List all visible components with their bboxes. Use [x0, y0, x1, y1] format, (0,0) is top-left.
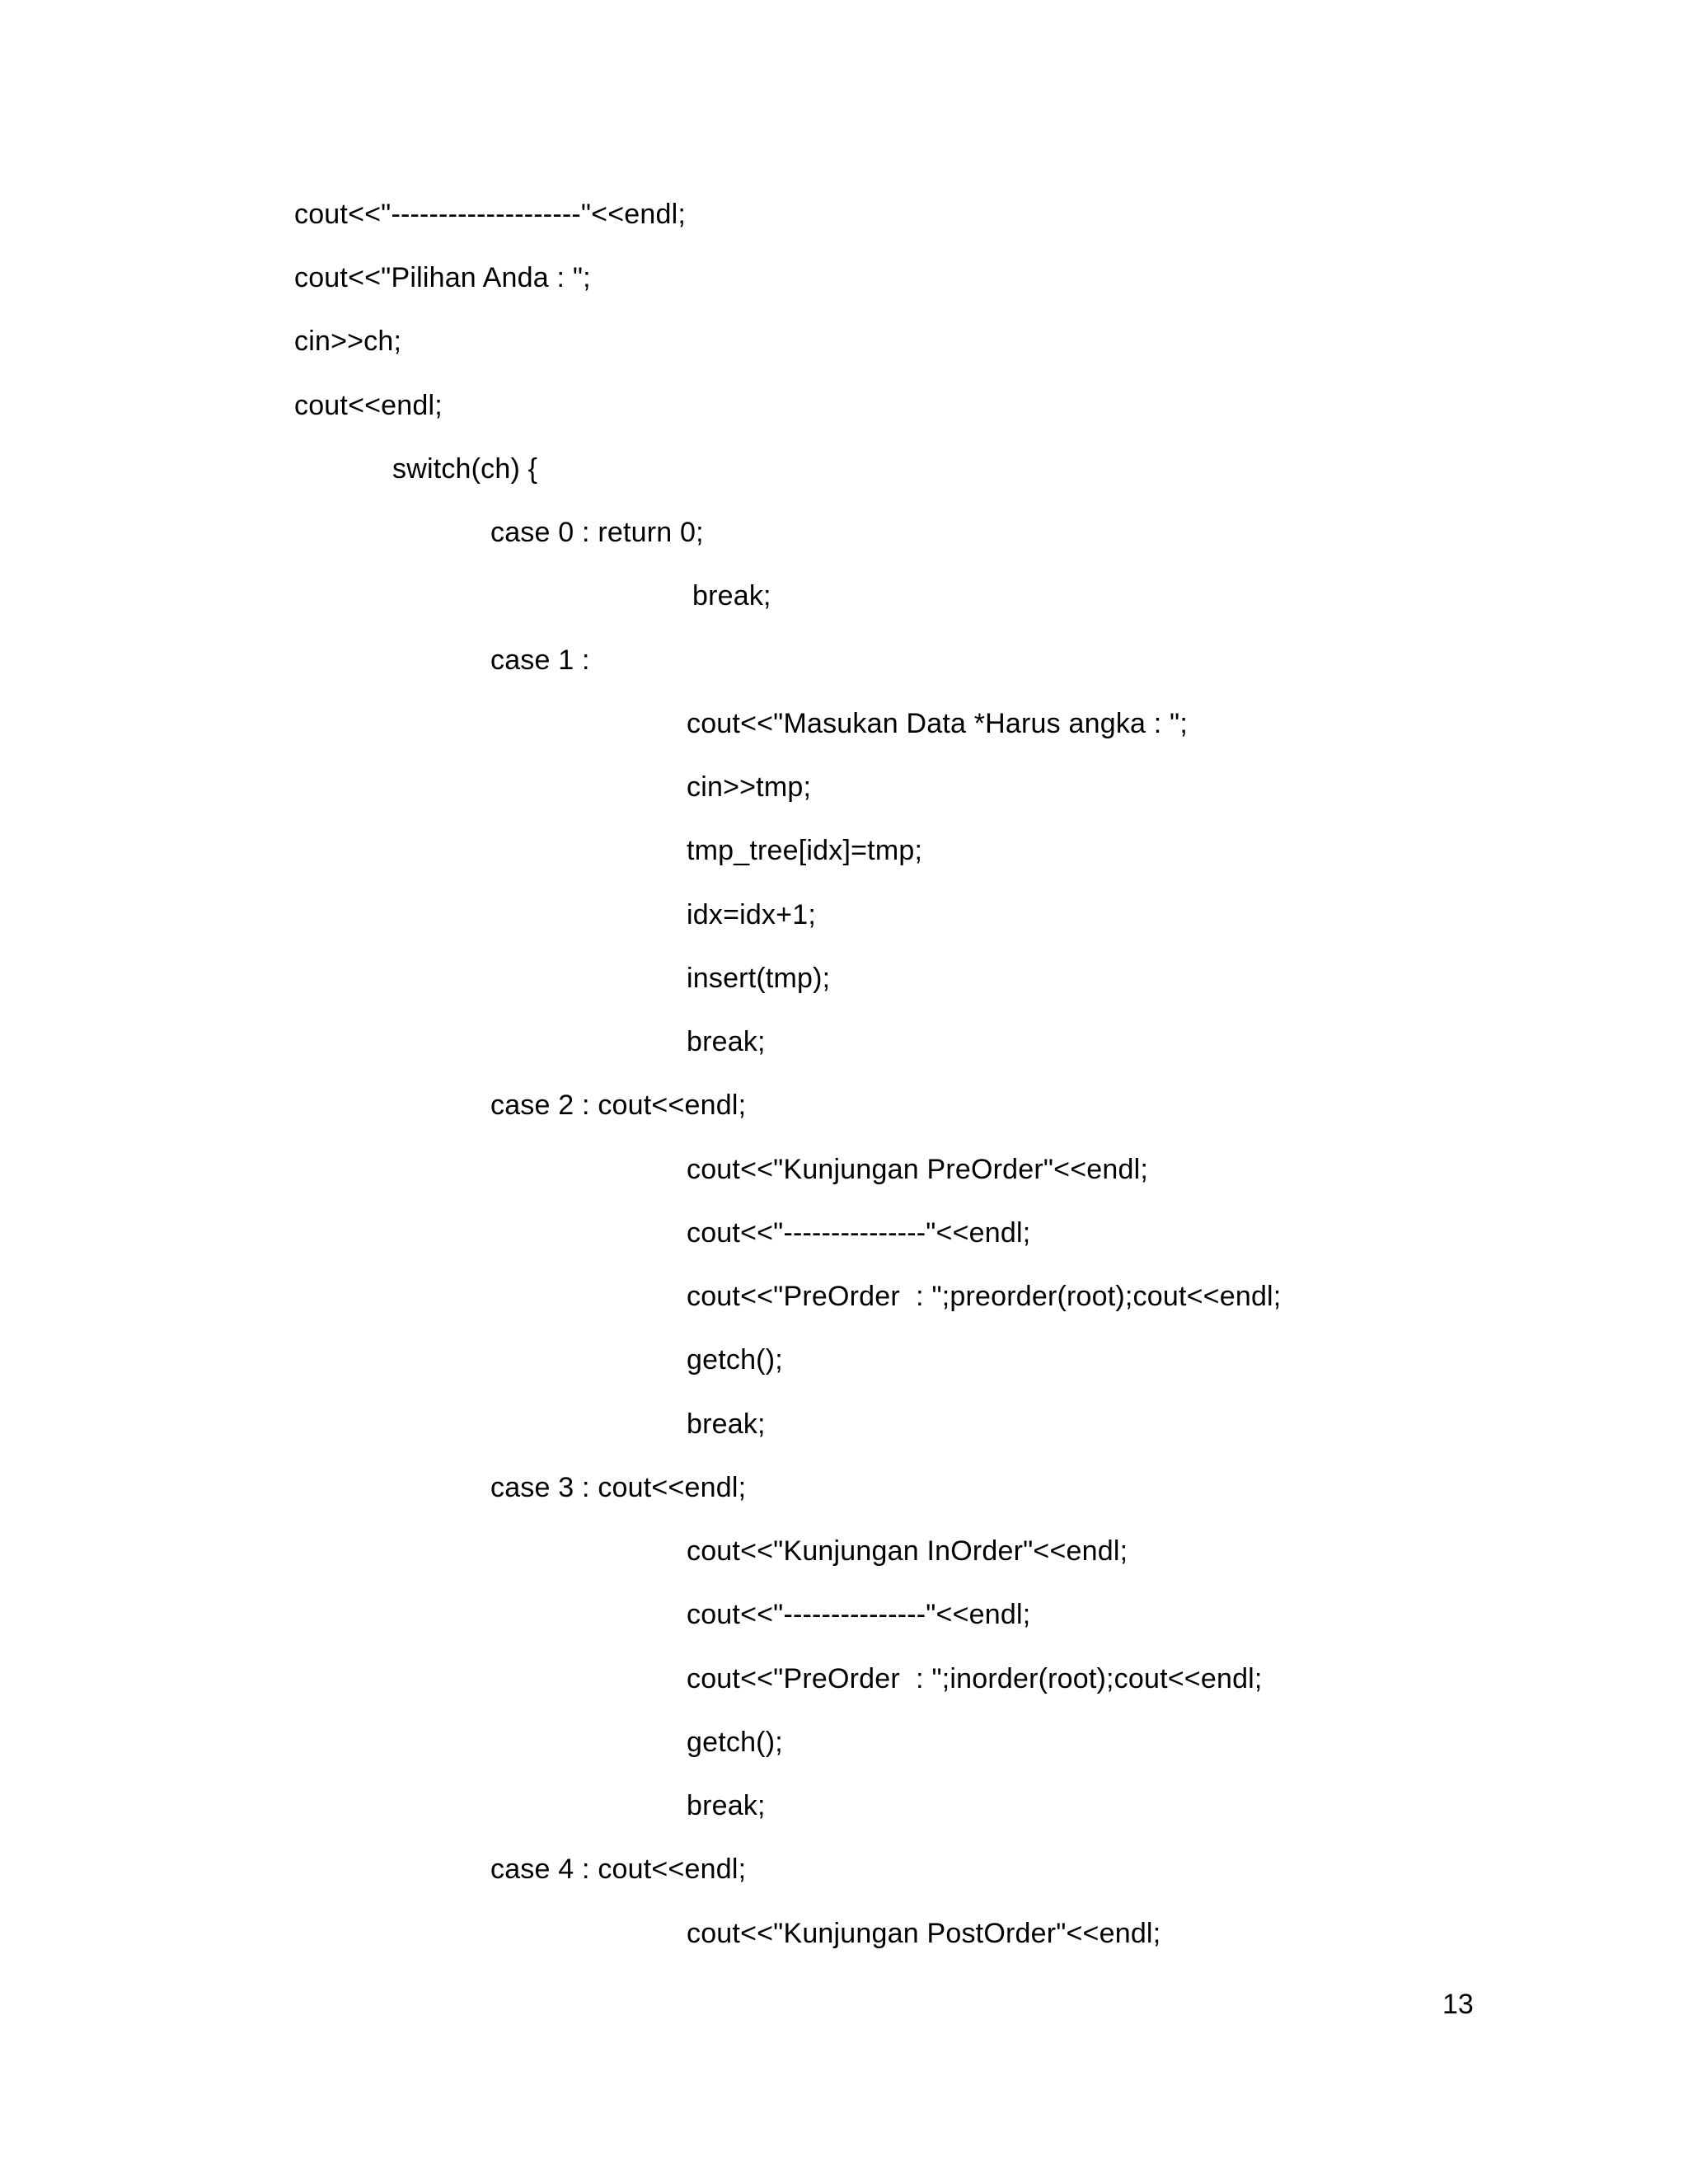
code-line: switch(ch) {	[392, 453, 538, 485]
code-line: cout<<"---------------"<<endl;	[687, 1217, 1031, 1249]
code-line: cout<<"Kunjungan PostOrder"<<endl;	[687, 1918, 1161, 1949]
code-line: cout<<"---------------"<<endl;	[687, 1599, 1031, 1630]
code-line: idx=idx+1;	[687, 899, 816, 930]
code-line: break;	[692, 580, 771, 612]
code-line: getch();	[687, 1727, 783, 1758]
code-line: break;	[687, 1408, 766, 1440]
code-line: cout<<endl;	[294, 390, 443, 421]
code-line: cout<<"Kunjungan InOrder"<<endl;	[687, 1535, 1128, 1567]
code-line: cout<<"Pilihan Anda : ";	[294, 262, 591, 293]
code-line: break;	[687, 1790, 766, 1821]
code-line: cout<<"Kunjungan PreOrder"<<endl;	[687, 1154, 1149, 1185]
code-line: break;	[687, 1026, 766, 1057]
code-line: cout<<"Masukan Data *Harus angka : ";	[687, 708, 1188, 739]
page-number: 13	[1442, 1989, 1474, 2020]
code-line: case 1 :	[490, 644, 590, 676]
code-line: insert(tmp);	[687, 963, 831, 994]
code-line: case 2 : cout<<endl;	[490, 1090, 747, 1121]
code-line: case 3 : cout<<endl;	[490, 1472, 747, 1503]
code-line: cin>>ch;	[294, 326, 402, 357]
code-line: case 0 : return 0;	[490, 517, 704, 548]
code-line: cin>>tmp;	[687, 771, 812, 803]
code-line: case 4 : cout<<endl;	[490, 1854, 747, 1885]
code-line: cout<<"PreOrder : ";inorder(root);cout<<endl;	[687, 1663, 1263, 1694]
code-line: getch();	[687, 1344, 783, 1376]
code-line: tmp_tree[idx]=tmp;	[687, 835, 923, 866]
code-line: cout<<"--------------------"<<endl;	[294, 199, 686, 230]
code-line: cout<<"PreOrder : ";preorder(root);cout<<endl;	[687, 1281, 1282, 1312]
